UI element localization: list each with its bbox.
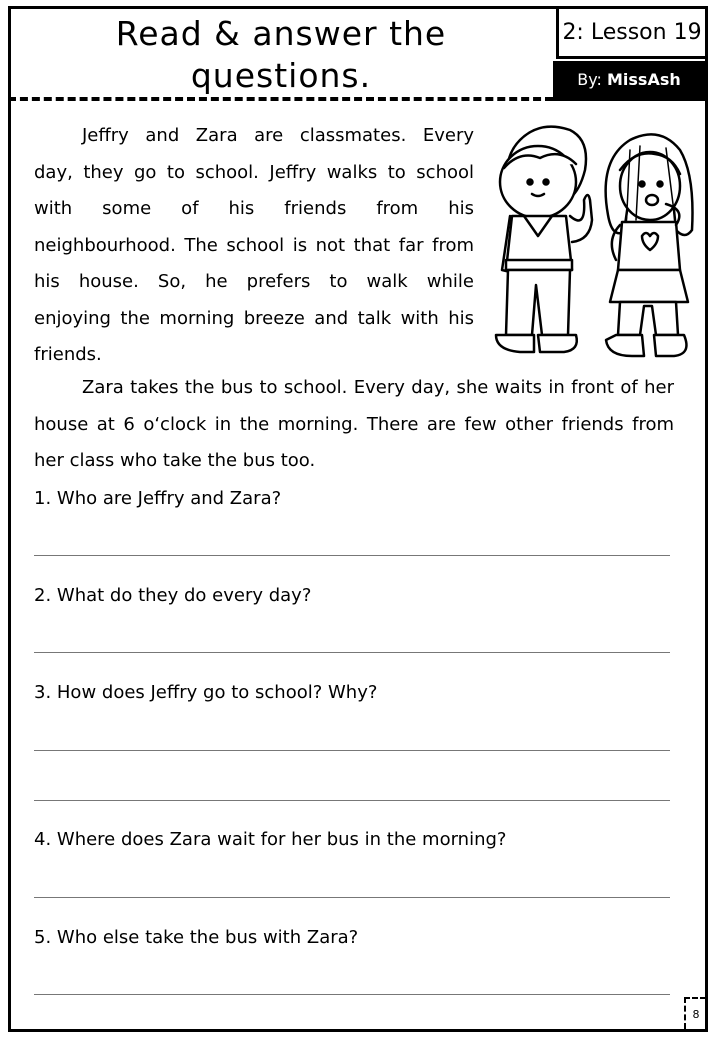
question-1: 1. Who are Jeffry and Zara? [34, 488, 282, 509]
page-title [11, 13, 551, 97]
story-line: with some of his friends from his [34, 198, 474, 219]
answer-line[interactable] [34, 750, 670, 751]
story-line: day, they go to school. Jeffry walks to school [34, 161, 474, 183]
question-4: 4. Where does Zara wait for her bus in the morning? [34, 829, 507, 850]
answer-line[interactable] [34, 652, 670, 653]
question-2: 2. What do they do every day? [34, 585, 312, 606]
author-prefix: By: [577, 70, 602, 89]
answer-line[interactable] [34, 800, 670, 801]
author-name: MissAsh [607, 70, 681, 89]
lesson-label: 2: Lesson 19 [556, 9, 705, 59]
answer-line[interactable] [34, 897, 670, 898]
story-line: his house. So, he prefers to walk while [34, 271, 474, 292]
header-solid-divider [553, 97, 708, 101]
story-line: friends. [34, 344, 102, 365]
story-paragraph-1 [34, 118, 474, 374]
author-badge [553, 61, 705, 99]
answer-line[interactable] [34, 994, 670, 995]
answer-line[interactable] [34, 555, 670, 556]
page-number: 8 [684, 997, 706, 1029]
header-dashed-divider [8, 97, 553, 101]
story-paragraph-2: Zara takes the bus to school. Every day, she waits in front of her house at 6 o‘clock in the morning. There are few other friends from her class who take the bus too. [34, 377, 674, 471]
story-line: enjoying the morning breeze and talk with his [34, 307, 474, 329]
question-3: 3. How does Jeffry go to school? Why? [34, 682, 378, 703]
story-line: Jeffry and Zara are classmates. Every [82, 125, 474, 146]
title-line-1: Read & answer the [115, 14, 447, 53]
question-5: 5. Who else take the bus with Zara? [34, 927, 359, 948]
title-box [11, 9, 551, 97]
boy-and-girl-clipart-icon [480, 120, 702, 365]
story-line: neighbourhood. The school is not that far from [34, 234, 474, 256]
title-line-2: questions. [190, 56, 372, 95]
